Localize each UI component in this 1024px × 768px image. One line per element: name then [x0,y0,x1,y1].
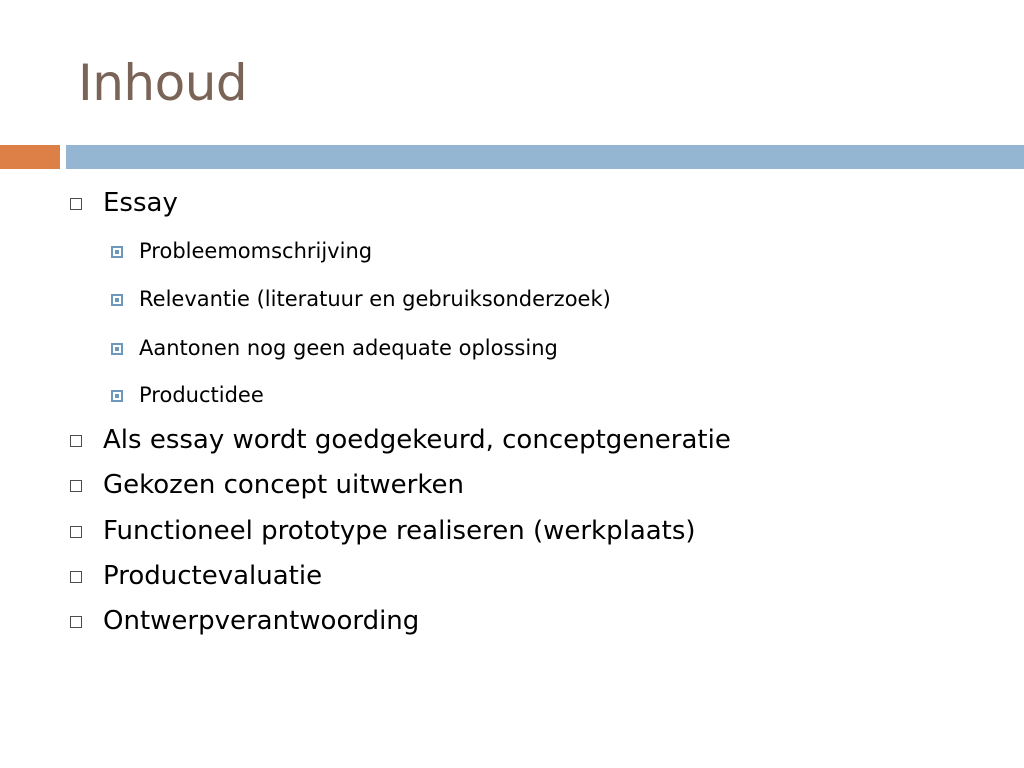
list-item: Productevaluatie [103,561,323,591]
list-item: Functioneel prototype realiseren (werkplaats) [103,516,696,546]
list-item: Als essay wordt goedgekeurd, conceptgeneratie [103,425,731,455]
square-outline-icon [70,526,82,538]
sub-list-item: Aantonen nog geen adequate oplossing [139,336,558,360]
square-filled-icon [111,390,123,402]
square-outline-icon [70,571,82,583]
sub-list-item: Productidee [139,383,264,407]
square-outline-icon [70,435,82,447]
square-filled-icon [111,343,123,355]
square-outline-icon [70,616,82,628]
accent-bar-blue [66,145,1024,169]
square-filled-icon [111,294,123,306]
square-outline-icon [70,480,82,492]
sub-list-item: Relevantie (literatuur en gebruiksonderzoek) [139,287,611,311]
list-item: Ontwerpverantwoording [103,606,420,636]
accent-bar-orange [0,145,60,169]
sub-list-item: Probleemomschrijving [139,239,373,263]
list-item: Essay [103,188,178,218]
slide-title: Inhoud [78,54,248,112]
square-filled-icon [111,246,123,258]
square-outline-icon [70,198,82,210]
list-item: Gekozen concept uitwerken [103,470,464,500]
